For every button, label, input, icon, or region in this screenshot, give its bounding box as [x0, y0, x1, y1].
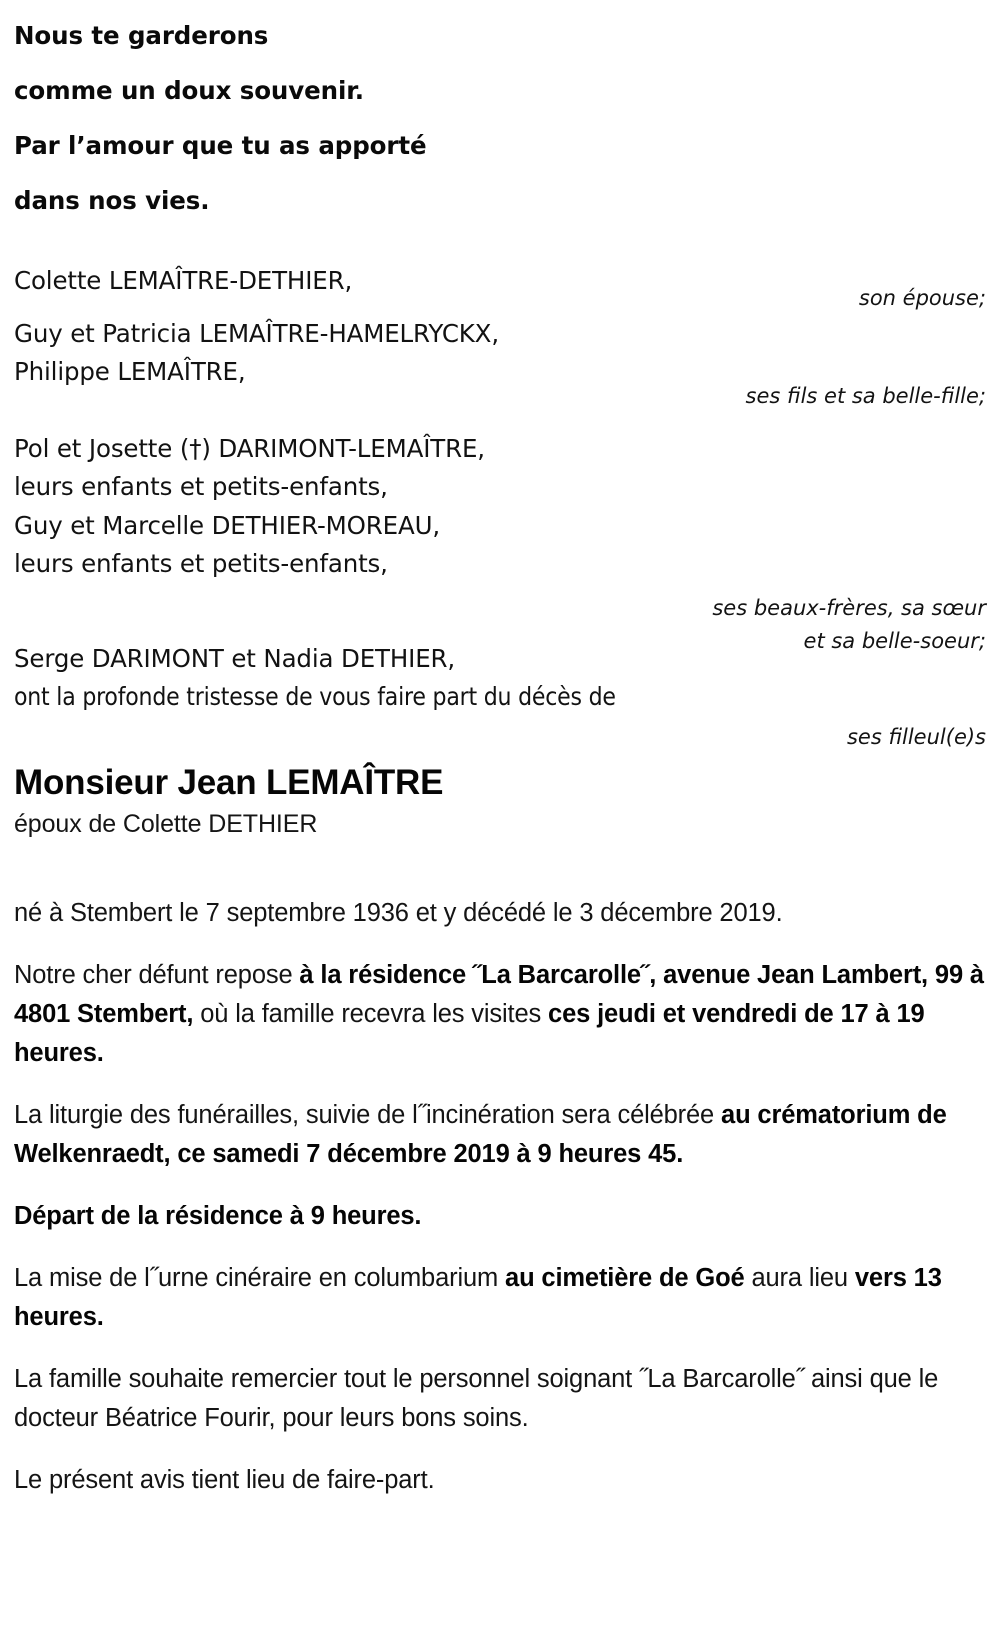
- name-group-siblings: [14, 430, 654, 584]
- name-group-sons: [14, 315, 654, 392]
- departure-paragraph: Départ de la résidence à 9 heures.: [14, 1202, 422, 1230]
- repose-visits-bold: ces jeudi et vendredi de 17 à 19 heures.: [14, 1000, 925, 1067]
- closing-paragraph: Le présent avis tient lieu de faire-part.: [14, 1466, 435, 1494]
- announcement-intro: ont la profonde tristesse de vous faire part du décès de: [14, 682, 616, 711]
- repose-paragraph: [14, 956, 986, 1073]
- family-name-line: Colette LEMAÎTRE-DETHIER,: [14, 266, 353, 295]
- liturgy-crematorium-bold: au crématorium de Welkenraedt, ce samedi 7 décembre 2019 à 9 heures 45.: [14, 1101, 947, 1168]
- epigraph: [14, 0, 986, 228]
- relationship-label-spouse: son épouse;: [858, 286, 986, 310]
- family-name-line: Serge DARIMONT et Nadia DETHIER,: [14, 643, 456, 673]
- relationship-label-sons: ses fils et sa belle-fille;: [745, 384, 986, 408]
- urn-time-bold: vers 13 heures.: [14, 1264, 942, 1331]
- relationship-label-godchildren: ses filleul(e)s: [846, 725, 986, 749]
- name-group-spouse: [14, 262, 654, 301]
- epigraph-line: Nous te garderons: [14, 21, 269, 50]
- repose-residence-bold: à la résidence ˝La Barcarolle˝, avenue Jean Lambert, 99 à 4801 Stembert,: [14, 961, 984, 1028]
- family-name-line: Guy et Patricia LEMAÎTRE-HAMELRYCKX,: [14, 318, 499, 348]
- epigraph-line: dans nos vies.: [14, 186, 210, 215]
- deceased-name: Monsieur Jean LEMAÎTRE: [14, 763, 444, 802]
- family-name-line: Pol et Josette (†) DARIMONT-LEMAÎTRE,: [14, 433, 485, 463]
- birth-death-paragraph: né à Stembert le 7 septembre 1936 et y décédé le 3 décembre 2019.: [14, 899, 783, 927]
- deceased-spouse: époux de Colette DETHIER: [14, 810, 318, 838]
- repose-text-part1: Notre cher défunt repose: [14, 961, 300, 989]
- urn-text-part2: aura lieu: [744, 1264, 855, 1292]
- family-names-column: [14, 262, 654, 678]
- name-group-godchildren: [14, 640, 654, 679]
- repose-text-part2: où la famille recevra les visites: [193, 1000, 549, 1028]
- family-name-line: leurs enfants et petits-enfants,: [14, 549, 388, 578]
- liturgy-paragraph: [14, 1096, 986, 1174]
- family-name-line: leurs enfants et petits-enfants,: [14, 472, 388, 501]
- epigraph-line: Par l’amour que tu as apporté: [14, 131, 427, 160]
- relationship-label-siblings: ses beaux-frères, sa sœur et sa belle-soeur;: [712, 596, 986, 653]
- announcement-block: [14, 678, 986, 1500]
- urn-text-part1: La mise de l˝urne cinéraire en columbarium: [14, 1264, 506, 1292]
- family-name-line: Philippe LEMAÎTRE,: [14, 357, 246, 386]
- urn-paragraph: [14, 1259, 986, 1337]
- thanks-paragraph: La famille souhaite remercier tout le personnel soignant ˝La Barcarolle˝ ainsi que le docteur Béatrice Fourir, pour leurs bons soins.: [14, 1365, 939, 1432]
- urn-cemetery-bold: au cimetière de Goé: [505, 1264, 745, 1292]
- family-name-line: Guy et Marcelle DETHIER-MOREAU,: [14, 510, 441, 540]
- epigraph-line: comme un doux souvenir.: [14, 76, 364, 105]
- liturgy-text-part1: La liturgie des funérailles, suivie de l˝incinération sera célébrée: [14, 1101, 722, 1129]
